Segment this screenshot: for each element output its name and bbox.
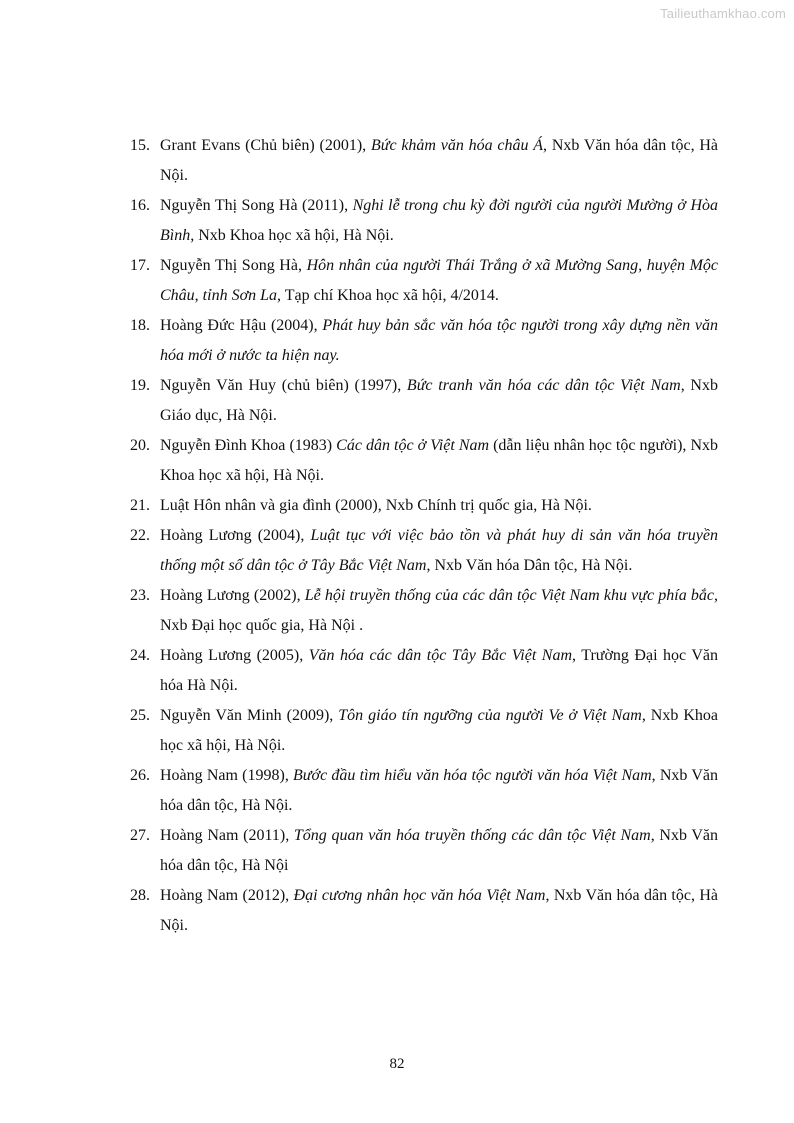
reference-item [130,371,718,431]
page-number: 82 [389,1056,405,1072]
reference-number: 18. [130,317,150,334]
reference-author: Luật Hôn nhân và gia đình (2000), Nxb Chính trị quốc gia, Hà Nội. [160,497,592,514]
reference-author: Grant Evans (Chủ biên) (2001), [160,137,371,154]
reference-publisher: , Trường Đại học Văn hóa Hà Nội. [160,647,719,694]
reference-author: Nguyễn Thị Song Hà (2011), [160,197,353,214]
reference-publisher: , Nxb Khoa học xã hội, Hà Nội. [160,707,718,754]
reference-author: Hoàng Nam (2012), [160,887,294,904]
reference-title: Nghi lễ trong chu kỳ đời người của người Mường ở Hòa Bình, [160,197,718,244]
reference-publisher: , Nxb Văn hóa dân tộc, Hà Nội [160,827,719,874]
reference-number: 15. [130,137,150,154]
reference-number: 24. [130,647,150,664]
reference-publisher: , Nxb Văn hóa dân tộc, Hà Nội. [160,137,719,184]
reference-item [130,431,718,491]
reference-number: 23. [130,587,150,604]
reference-title: Các dân tộc ở Việt Nam [336,437,490,454]
reference-item [130,701,718,761]
reference-publisher: , Nxb Văn hóa Dân tộc, Hà Nội. [426,557,633,574]
reference-publisher: , Nxb Đại học quốc gia, Hà Nội . [160,587,719,634]
reference-author: Nguyễn Thị Song Hà, [160,257,307,274]
reference-title: Bức khảm văn hóa châu Á [370,137,544,154]
reference-author: Hoàng Nam (1998), [160,767,294,784]
reference-title: Lễ hội truyền thống của các dân tộc Việt Nam khu vực phía bắc [304,587,715,604]
reference-title: Hôn nhân của người Thái Trắng ở xã Mường Sang, huyện Mộc Châu, tỉnh Sơn La [160,257,719,304]
reference-title: Luật tục với việc bảo tồn và phát huy di sản văn hóa truyền thống một số dân tộc ở Tây Bắc Việt Nam [160,527,719,574]
reference-title: Phát huy bản sắc văn hóa tộc người trong xây dựng nền văn hóa mới ở nước ta hiện nay. [160,317,719,364]
reference-number: 25. [130,707,150,724]
reference-number: 27. [130,827,150,844]
reference-title: Tôn giáo tín ngưỡng của người Ve ở Việt Nam [338,707,642,724]
reference-publisher: Nxb Khoa học xã hội, Hà Nội. [194,227,394,244]
reference-author: Hoàng Lương (2004), [160,527,311,544]
reference-publisher: , Nxb Giáo dục, Hà Nội. [160,377,718,424]
reference-title: Đại cương nhân học văn hóa Việt Nam [293,887,546,904]
reference-title: Tổng quan văn hóa truyền thống các dân tộc Việt Nam [293,827,651,844]
reference-item [130,131,718,191]
reference-item [130,191,718,251]
reference-title: Bước đầu tìm hiểu văn hóa tộc người văn hóa Việt Nam [293,767,652,784]
reference-publisher: , Nxb Văn hóa dân tộc, Hà Nội. [160,767,718,814]
reference-list [130,131,718,941]
reference-author: Nguyễn Đình Khoa (1983) [160,437,337,454]
reference-author: Hoàng Nam (2011), [160,827,294,844]
watermark-text: Tailieuthamkhao.com [660,6,786,21]
reference-number: 21. [130,497,150,514]
reference-item [130,881,718,941]
reference-author: Hoàng Lương (2002), [160,587,305,604]
reference-number: 20. [130,437,150,454]
reference-item [130,251,718,311]
reference-number: 16. [130,197,150,214]
reference-publisher: , Nxb Văn hóa dân tộc, Hà Nội. [160,887,718,934]
reference-author: Hoàng Lương (2005), [160,647,309,664]
reference-author: Nguyễn Văn Huy (chủ biên) (1997), [160,377,407,394]
reference-number: 17. [130,257,150,274]
reference-item [130,641,718,701]
reference-number: 19. [130,377,150,394]
reference-title: Văn hóa các dân tộc Tây Bắc Việt Nam [308,647,573,664]
reference-item [130,581,718,641]
reference-publisher: , Tạp chí Khoa học xã hội, 4/2014. [277,287,499,304]
reference-number: 28. [130,887,150,904]
reference-author: Hoàng Đức Hậu (2004), [160,317,323,334]
reference-title: Bức tranh văn hóa các dân tộc Việt Nam [406,377,681,394]
reference-item [130,821,718,881]
reference-item [130,311,718,371]
reference-item [130,491,718,521]
reference-publisher: (dẫn liệu nhân học tộc người), Nxb Khoa học xã hội, Hà Nội. [160,437,718,484]
reference-number: 26. [130,767,150,784]
reference-number: 22. [130,527,150,544]
reference-author: Nguyễn Văn Minh (2009), [160,707,339,724]
reference-item [130,521,718,581]
reference-item [130,761,718,821]
